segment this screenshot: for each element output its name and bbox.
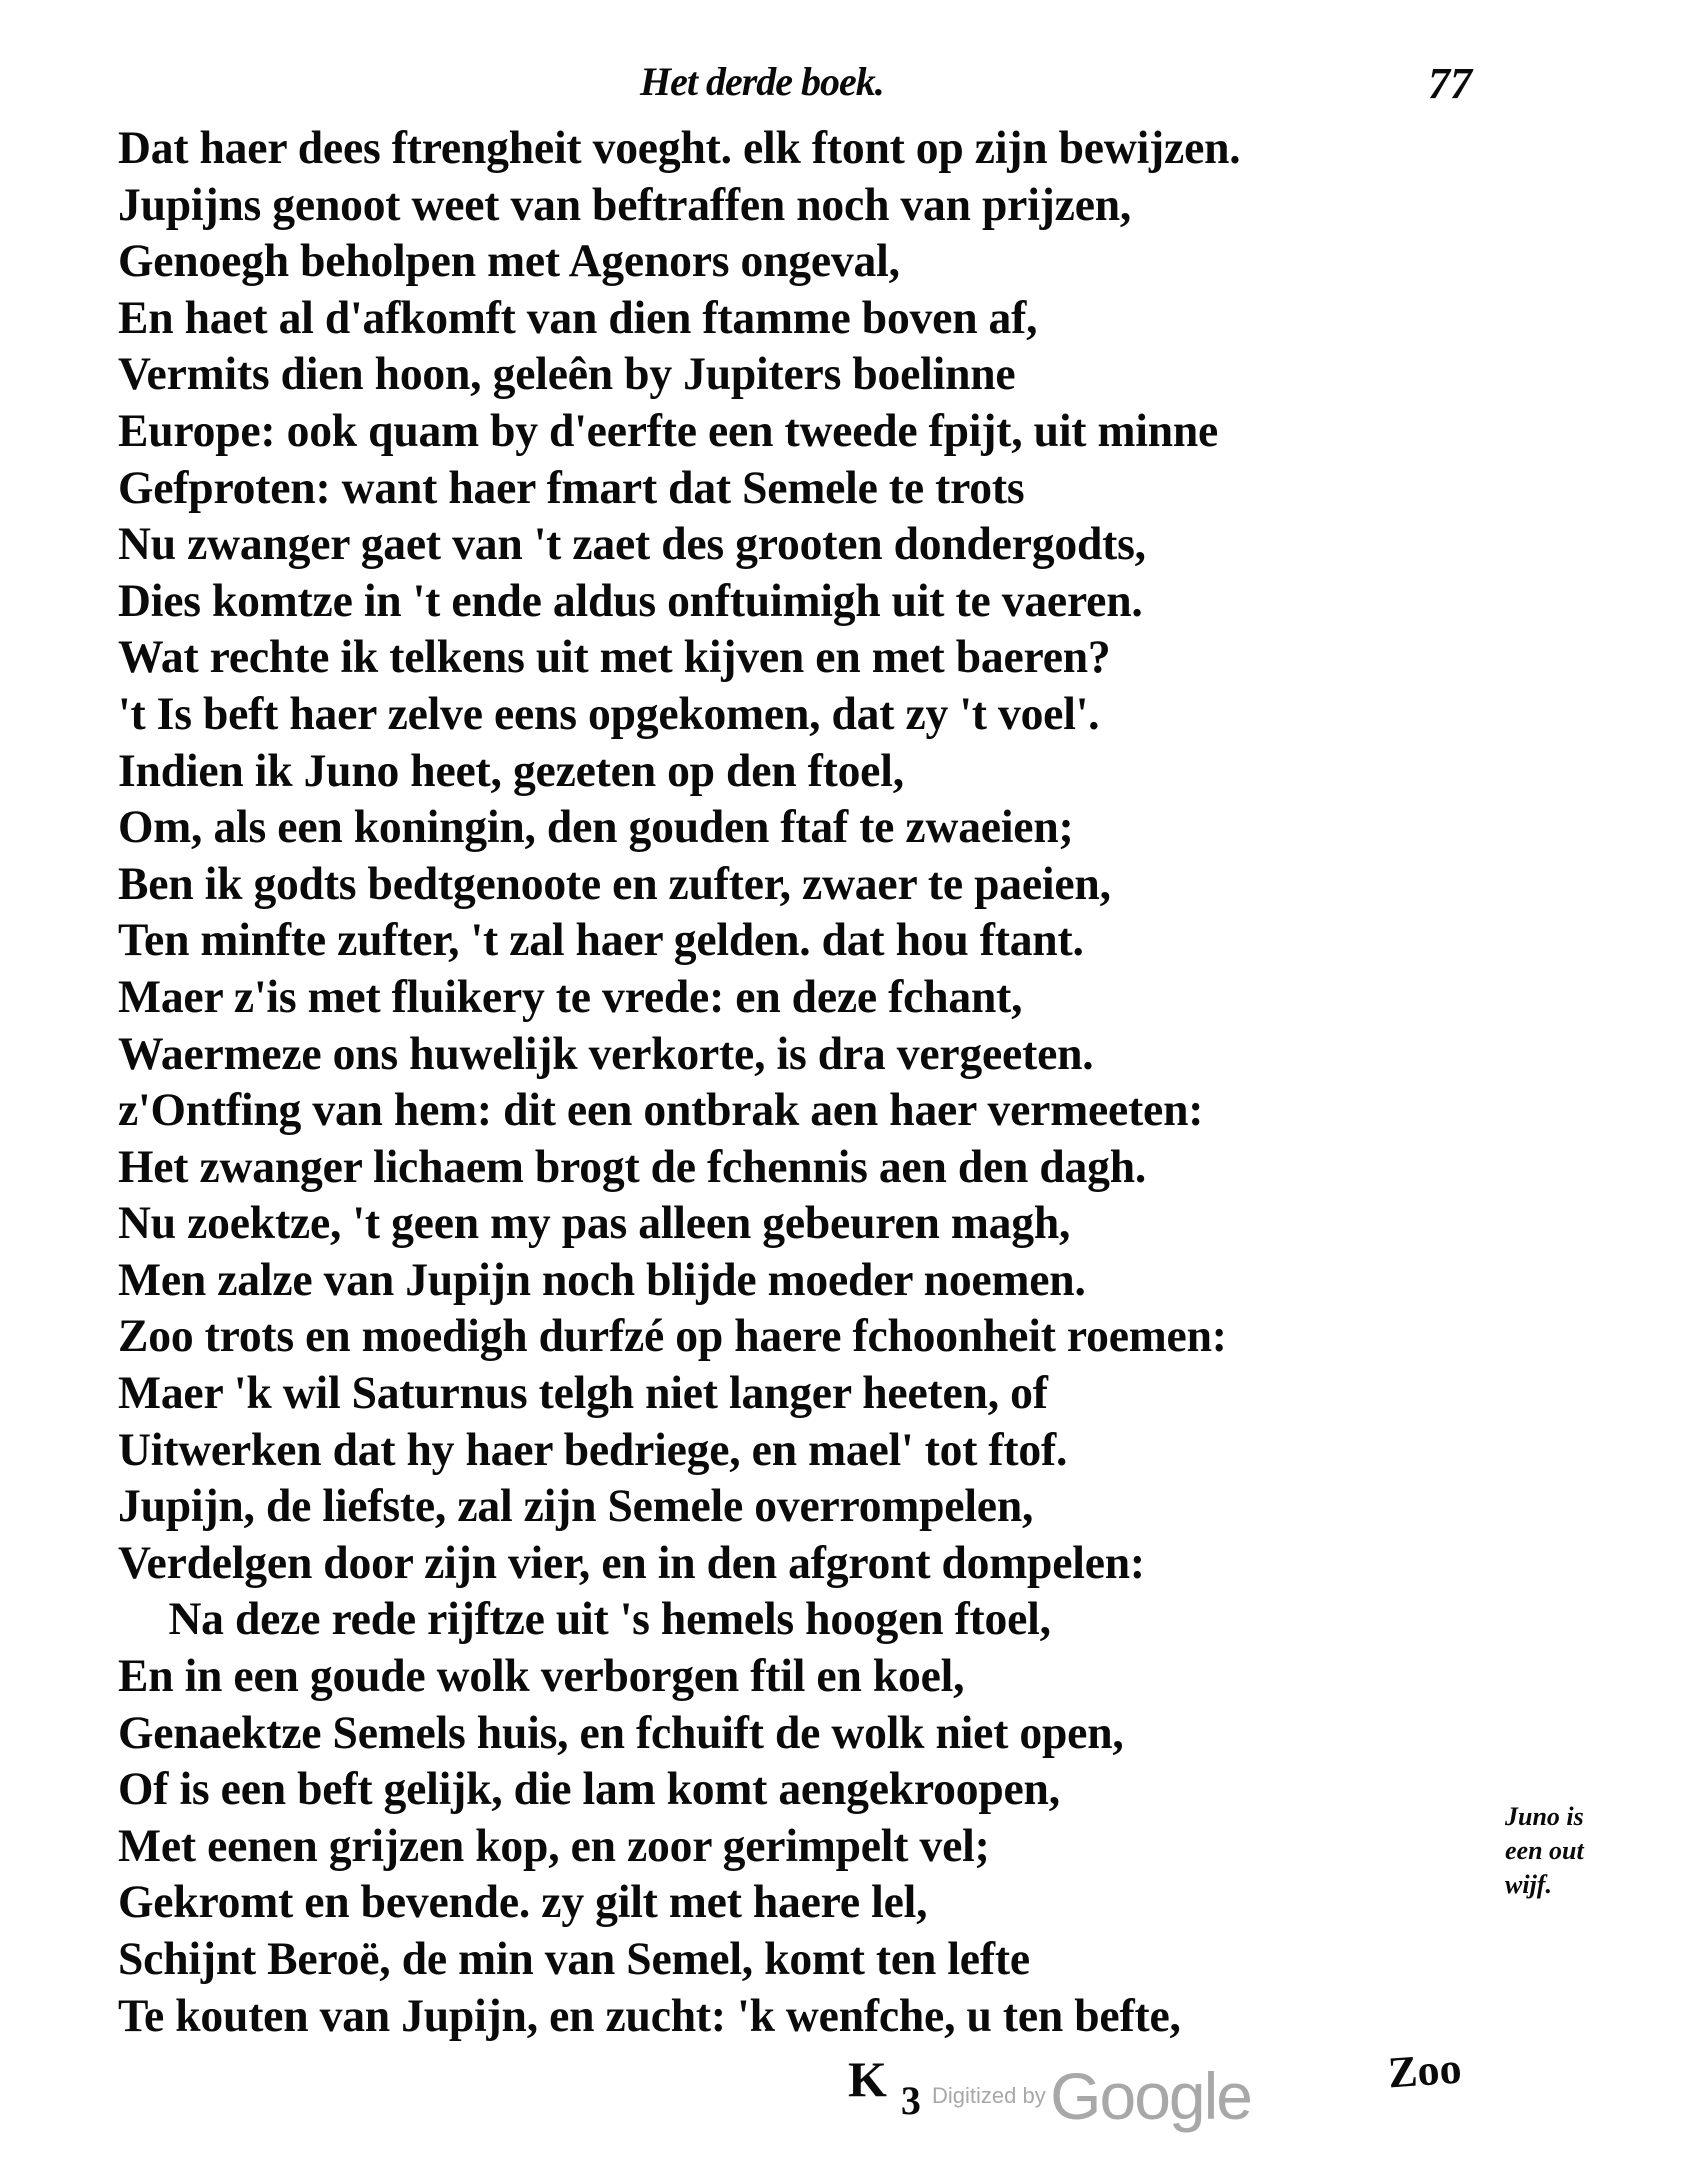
verse-line: Zoo trots en moedigh durfzé op haere fchoonheit roemen:	[118, 1310, 1227, 1363]
watermark-prefix: Digitized by	[932, 2083, 1046, 2108]
verse-line: Jupijn, de liefste, zal zijn Semele overrompelen,	[118, 1480, 1034, 1533]
verse-line: Het zwanger lichaem brogt de fchennis aen den dagh.	[118, 1140, 1147, 1193]
margin-note-line: een out	[1505, 1836, 1584, 1865]
verse-line: En haet al d'afkomft van dien ftamme boven af,	[118, 291, 1038, 344]
verse-line: z'Ontfing van hem: dit een ontbrak aen haer vermeeten:	[118, 1084, 1204, 1137]
google-logo: Google	[1050, 2059, 1251, 2133]
verse-line: Vermits dien hoon, geleên by Jupiters boelinne	[118, 348, 1016, 401]
page-number: 77	[1428, 59, 1472, 108]
verse-line-indented: Na deze rede rijftze uit 's hemels hoogen ftoel,	[168, 1593, 1051, 1646]
verse-line: Genaektze Semels huis, en fchuift de wolk niet open,	[118, 1706, 1124, 1759]
verse-line: Om, als een koningin, den gouden ftaf te zwaeien;	[118, 801, 1074, 854]
verse-line: Dies komtze in 't ende aldus onftuimigh uit te vaeren.	[118, 574, 1143, 627]
google-watermark	[932, 2058, 1251, 2134]
verse-line: Indien ik Juno heet, gezeten op den ftoel,	[118, 744, 904, 797]
verse-line: Wat rechte ik telkens uit met kijven en met baeren?	[118, 631, 1111, 684]
verse-line: Ben ik godts bedtgenoote en zufter, zwaer te paeien,	[118, 857, 1111, 910]
margin-note	[1505, 1800, 1655, 1902]
verse-block	[118, 120, 1498, 2044]
verse-line: Of is een beft gelijk, die lam komt aengekroopen,	[118, 1763, 1060, 1816]
verse-line: Men zalze van Jupijn noch blijde moeder noemen.	[118, 1253, 1086, 1306]
signature-letter: K	[848, 2051, 887, 2107]
verse-line: Ten minfte zufter, 't zal haer gelden. dat hou ftant.	[118, 914, 1084, 967]
margin-note-line: wijf.	[1505, 1870, 1552, 1899]
margin-note-line: Juno is	[1505, 1802, 1584, 1831]
signature-number: 3	[900, 2078, 921, 2123]
running-head: Het derde boek.	[640, 59, 884, 104]
signature-mark	[848, 2050, 921, 2123]
verse-line: 't Is beft haer zelve eens opgekomen, dat zy 't voel'.	[118, 687, 1100, 740]
verse-line: Schijnt Beroë, de min van Semel, komt ten lefte	[118, 1933, 1030, 1985]
verse-line: Europe: ook quam by d'eerfte een tweede fpijt, uit minne	[118, 404, 1219, 457]
verse-line: Uitwerken dat hy haer bedriege, en mael' tot ftof.	[118, 1423, 1068, 1476]
verse-line: Gefproten: want haer fmart dat Semele te trots	[118, 461, 1025, 514]
verse-line: Met eenen grijzen kop, en zoor gerimpelt vel;	[118, 1819, 990, 1872]
verse-line: Te kouten van Jupijn, en zucht: 'k wenfche, u ten befte,	[118, 1989, 1181, 2042]
catchword: Zoo	[1386, 2043, 1463, 2098]
verse-line: En in een goude wolk verborgen ftil en koel,	[118, 1650, 965, 1703]
verse-line: Gekromt en bevende. zy gilt met haere lel,	[118, 1876, 928, 1929]
verse-line: Nu zoektze, 't geen my pas alleen gebeuren magh,	[118, 1197, 1071, 1250]
verse-line: Jupijns genoot weet van beftraffen noch van prijzen,	[118, 178, 1132, 231]
verse-line: Waermeze ons huwelijk verkorte, is dra vergeeten.	[118, 1027, 1094, 1080]
verse-line: Genoegh beholpen met Agenors ongeval,	[118, 235, 900, 288]
verse-line: Nu zwanger gaet van 't zaet des grooten dondergodts,	[118, 518, 1146, 571]
verse-line: Dat haer dees ftrengheit voeght. elk ftont op zijn bewijzen.	[118, 122, 1241, 174]
verse-line: Maer 'k wil Saturnus telgh niet langer heeten, of	[118, 1367, 1048, 1420]
verse-line: Verdelgen door zijn vier, en in den afgront dompelen:	[118, 1536, 1145, 1589]
verse-line: Maer z'is met fluikery te vrede: en deze fchant,	[118, 970, 1023, 1023]
